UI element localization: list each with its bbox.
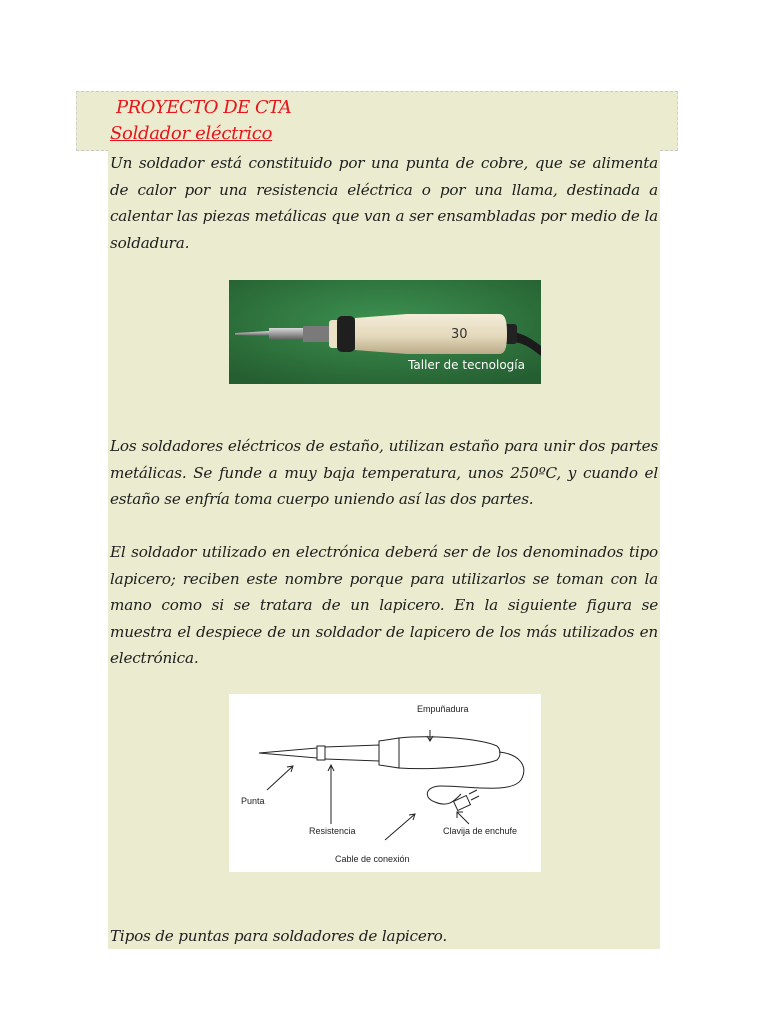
photo-caption: Taller de tecnología [408,358,525,372]
pencil-iron-paragraph: El soldador utilizado en electrónica deberá ser de los denominados tipo lapicero; reciben este nombre porque para utilizarlos se toman con la mano como si se tratara de un lapicero. En la siguiente figura se muestra el despiece de un soldador de lapicero de los más utilizados en electrónica. [110,543,658,667]
soldering-iron-diagram [229,694,541,872]
label-resistance: Resistencia [309,826,356,836]
soldering-iron-photo [229,280,541,384]
label-plug: Clavija de enchufe [443,826,518,836]
diagram-drawing [229,694,541,872]
page-title: PROYECTO DE CTA [116,97,292,118]
intro-paragraph: Un soldador está constituido por una punta de cobre, que se alimenta de calor por una resistencia eléctrica o por una llama, destinada a calentar las piezas metálicas que van a ser ensambladas por medio de la soldadura. [110,154,658,252]
brand-text: 30 [451,327,468,342]
label-cable: Cable de conexión [335,854,410,864]
label-tip: Punta [241,796,265,806]
label-grip: Empuñadura [417,704,469,714]
page-subtitle: Soldador eléctrico [110,123,273,144]
tin-solder-paragraph: Los soldadores eléctricos de estaño, utilizan estaño para unir dos partes metálicas. Se funde a muy baja temperatura, unos 250ºC, y cuando el estaño se enfría toma cuerpo uniendo así las dos partes. [110,437,658,508]
tips-heading-paragraph: Tipos de puntas para soldadores de lapicero. [110,927,447,945]
